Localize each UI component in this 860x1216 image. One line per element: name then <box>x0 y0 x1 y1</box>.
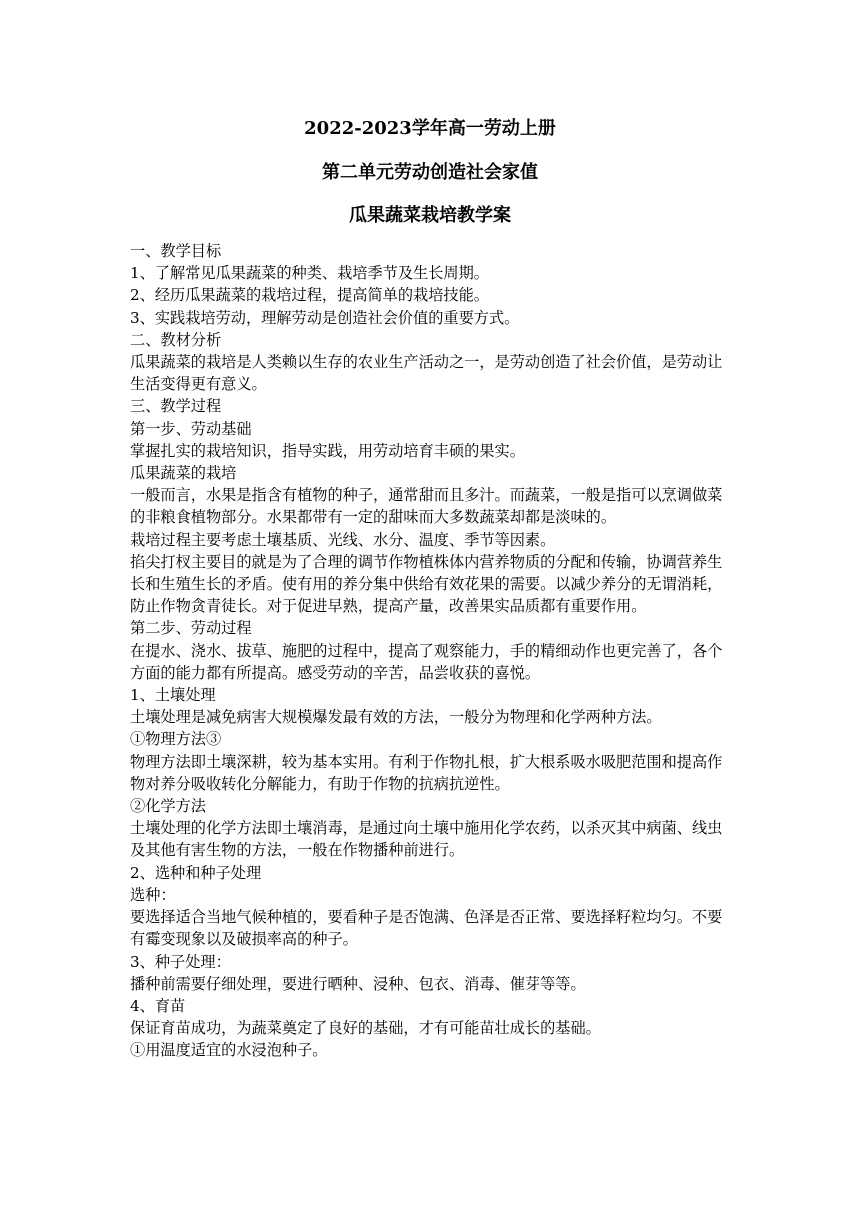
paragraph: 掌握扎实的栽培知识，指导实践，用劳动培育丰硕的果实。 <box>130 441 525 460</box>
paragraph: 第一步、劳动基础 <box>130 419 252 438</box>
paragraph: 第二步、劳动过程 <box>130 619 252 638</box>
paragraph: 选种： <box>130 885 176 904</box>
paragraph: 掐尖打杈主要目的就是为了合理的调节作物植株体内营养物质的分配和传输，协调营养生长和生殖生长的矛盾。使有用的养分集中供给有效花果的需要。以减少养分的无谓消耗，防止作物贪青徒长。对于促进早熟，提高产量，改善果实品质都有重要作用。 <box>130 552 723 616</box>
paragraph: 2、选种和种子处理 <box>130 863 262 882</box>
paragraph: 一、教学目标 <box>130 242 222 260</box>
paragraph: 土壤处理的化学方法即土壤消毒，是通过向土壤中施用化学农药，以杀灭其中病菌、线虫及其他有害生物的方法，一般在作物播种前进行。 <box>130 819 723 860</box>
paragraph: 物理方法即土壤深耕，较为基本实用。有利于作物扎根，扩大根系吸水吸肥范围和提高作物对养分吸收转化分解能力，有助于作物的抗病抗逆性。 <box>130 752 723 793</box>
paragraph: 3、种子处理： <box>130 952 231 971</box>
paragraph: 1、土壤处理 <box>130 686 216 705</box>
paragraph: 2、经历瓜果蔬菜的栽培过程，提高简单的栽培技能。 <box>130 286 489 305</box>
document-title-unit: 第二单元劳动创造社会家值 <box>322 162 538 183</box>
paragraph: 3、实践栽培劳动，理解劳动是创造社会价值的重要方式。 <box>130 308 520 327</box>
paragraph: 二、教材分析 <box>130 330 222 349</box>
paragraph: ①物理方法③ <box>130 730 222 749</box>
paragraph: 播种前需要仔细处理，要进行晒种、浸种、包衣、消毒、催芽等等。 <box>130 974 586 993</box>
paragraph: 瓜果蔬菜的栽培 <box>130 464 237 483</box>
paragraph: ②化学方法 <box>130 797 206 816</box>
paragraph: 4、育苗 <box>130 996 186 1015</box>
paragraph: 土壤处理是减免病害大规模爆发最有效的方法，一般分为物理和化学两种方法。 <box>130 708 662 727</box>
document-body <box>130 240 735 1062</box>
paragraph: 要选择适合当地气候种植的，要看种子是否饱满、色泽是否正常、要选择籽粒均匀。不要有霉变现象以及破损率高的种子。 <box>130 908 723 949</box>
paragraph: 瓜果蔬菜的栽培是人类赖以生存的农业生产活动之一，是劳动创造了社会价值，是劳动让生活变得更有意义。 <box>130 353 723 394</box>
paragraph: 1、了解常见瓜果蔬菜的种类、栽培季节及生长周期。 <box>130 264 489 283</box>
document-title-lesson: 瓜果蔬菜栽培教学案 <box>349 205 511 226</box>
paragraph: ①用温度适宜的水浸泡种子。 <box>130 1041 328 1060</box>
paragraph: 栽培过程主要考虑土壤基质、光线、水分、温度、季节等因素。 <box>130 530 556 549</box>
paragraph: 三、教学过程 <box>130 397 222 416</box>
document-title-year: 2022-2023学年高一劳动上册 <box>304 118 556 139</box>
paragraph: 保证育苗成功，为蔬菜奠定了良好的基础，才有可能苗壮成长的基础。 <box>130 1019 601 1038</box>
paragraph: 一般而言，水果是指含有植物的种子，通常甜而且多汁。而蔬菜，一般是指可以烹调做菜的非粮食植物部分。水果都带有一定的甜味而大多数蔬菜却都是淡味的。 <box>130 486 723 527</box>
paragraph: 在提水、浇水、拔草、施肥的过程中，提高了观察能力，手的精细动作也更完善了，各个方面的能力都有所提高。感受劳动的辛苦，品尝收获的喜悦。 <box>130 641 723 682</box>
